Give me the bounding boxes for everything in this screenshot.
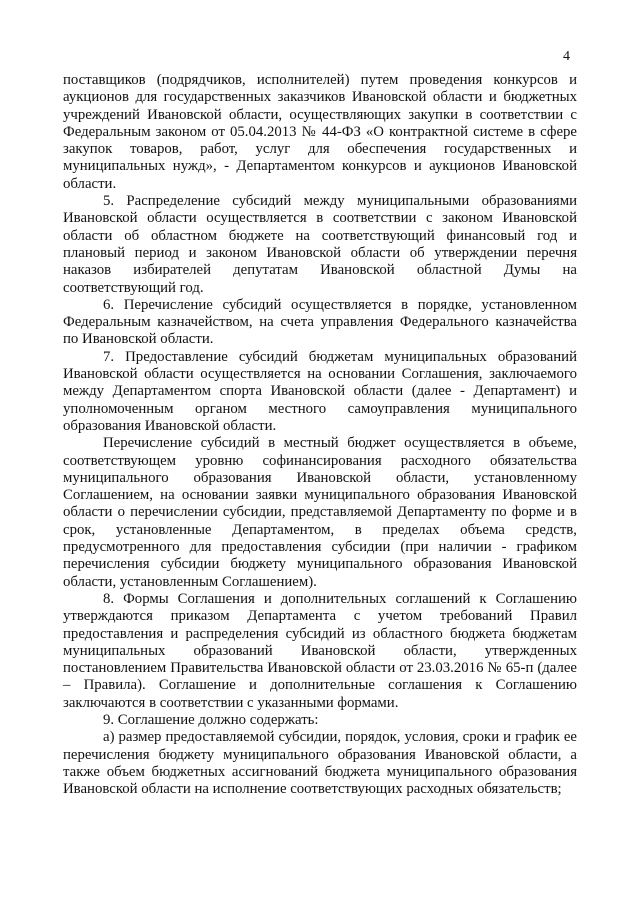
paragraph-item-5: 5. Распределение субсидий между муниципальными образованиями Ивановской области осуществляется в соответствии с законом Ивановской области об областном бюджете на соответствующий финансовый год и плановый период и законом Ивановской области об утверждении перечня наказов избирателей депутатам Ивановской областной Думы на соответствующий год. bbox=[63, 193, 577, 296]
document-body bbox=[63, 72, 577, 798]
paragraph-item-6: 6. Перечисление субсидий осуществляется в порядке, установленном Федеральным казначейством, на счета управления Федерального казначейства по Ивановской области. bbox=[63, 296, 577, 348]
paragraph-item-7: 7. Предоставление субсидий бюджетам муниципальных образований Ивановской области осуществляется на основании Соглашения, заключаемого между Департаментом спорта Ивановской области (далее - Департамент) и уполномоченным органом местного самоуправления муниципального образования Ивановской области. bbox=[63, 348, 577, 434]
paragraph-transfer: Перечисление субсидий в местный бюджет осуществляется в объеме, соответствующем уровню софинансирования расходного обязательства муниципального образования Ивановской области, установленному Соглашением, на основании заявки муниципального образования Ивановской области о перечислении субсидии, представляемой Департаменту по форме и в срок, установленные Департаментом, в пределах объема средств, предусмотренного для предоставления субсидии (при наличии - графиком перечисления субсидии бюджету муниципального образования Ивановской области, установленным Соглашением). bbox=[63, 435, 577, 590]
paragraph-item-9a: а) размер предоставляемой субсидии, порядок, условия, сроки и график ее перечисления бюджету муниципального образования Ивановской области, а также объем бюджетных ассигнований бюджета муниципального образования Ивановской области на исполнение соответствующих расходных обязательств; bbox=[63, 729, 577, 798]
page-number: 4 bbox=[563, 49, 570, 64]
paragraph-item-9: 9. Соглашение должно содержать: bbox=[103, 711, 319, 728]
paragraph-item-8: 8. Формы Соглашения и дополнительных соглашений к Соглашению утверждаются приказом Департамента с учетом требований Правил предоставления и распределения субсидий из областного бюджета бюджетам муниципальных образований Ивановской области, утвержденных постановлением Правительства Ивановской области от 23.03.2016 № 65-п (далее – Правила). Соглашение и дополнительные соглашения к Соглашению заключаются в соответствии с указанными формами. bbox=[63, 590, 577, 711]
paragraph-suppliers: поставщиков (подрядчиков, исполнителей) путем проведения конкурсов и аукционов для государственных заказчиков Ивановской области и бюджетных учреждений Ивановской области, осуществляющих закупки в соответствии с Федеральным законом от 05.04.2013 № 44-ФЗ «О контрактной системе в сфере закупок товаров, работ, услуг для обеспечения государственных и муниципальных нужд», - Департаментом конкурсов и аукционов Ивановской области. bbox=[63, 72, 577, 192]
